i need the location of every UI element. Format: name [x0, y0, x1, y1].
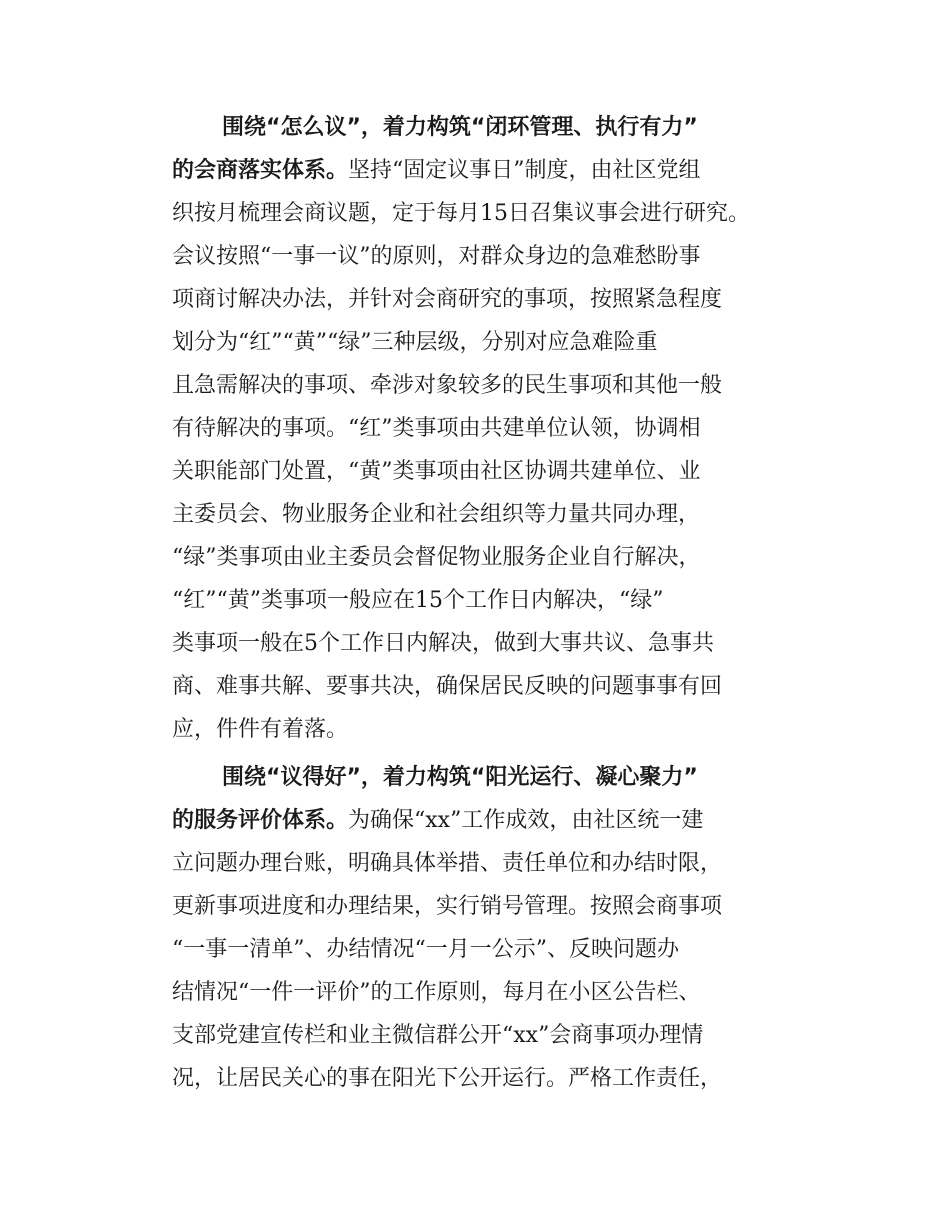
paragraph-line: “红”“黄”类事项一般应在15个工作日内解决，“绿”: [172, 588, 664, 613]
paragraph-heading: 围绕“怎么议”，着力构筑“闭环管理、执行有力”: [222, 115, 698, 140]
paragraph-line: 结情况“一件一评价”的工作原则，每月在小区公告栏、: [172, 980, 701, 1005]
paragraph-line: 会议按照“一事一议”的原则，对群众身边的急难愁盼事: [172, 244, 701, 269]
paragraph-line: 项商讨解决办法，并针对会商研究的事项，按照紧急程度: [172, 287, 723, 312]
paragraph-heading-end: 的会商落实体系。: [172, 158, 349, 183]
paragraph-line: 且急需解决的事项、牵涉对象较多的民生事项和其他一般: [172, 373, 723, 398]
paragraph-line: “绿”类事项由业主委员会督促物业服务企业自行解决，: [172, 545, 701, 570]
paragraph-heading: 围绕“议得好”，着力构筑“阳光运行、凝心聚力”: [222, 765, 698, 790]
paragraph-line: 关职能部门处置，“黄”类事项由社区协调共建单位、业: [172, 459, 701, 484]
paragraph-text: 坚持“固定议事日”制度，由社区党组: [348, 158, 701, 183]
paragraph-line: 织按月梳理会商议题，定于每月15日召集议事会进行研究。: [172, 201, 750, 226]
paragraph-line: 支部党建宣传栏和业主微信群公开“xx”会商事项办理情: [172, 1023, 704, 1048]
paragraph-line: 类事项一般在5个工作日内解决，做到大事共议、急事共: [172, 631, 714, 656]
paragraph-line: 主委员会、物业服务企业和社会组织等力量共同办理，: [172, 502, 701, 527]
paragraph-line: “一事一清单”、办结情况“一月一公示”、反映问题办: [172, 937, 679, 962]
paragraph-text: 为确保“xx”工作成效，由社区统一建: [348, 808, 704, 833]
paragraph-line: 应，件件有着落。: [172, 717, 349, 742]
paragraph-line: [172, 156, 701, 186]
paragraph-line: 立问题办理台账，明确具体举措、责任单位和办结时限，: [172, 851, 723, 876]
paragraph-heading-end: 的服务评价体系。: [172, 808, 349, 833]
paragraph-line: 商、难事共解、要事共决，确保居民反映的问题事事有回: [172, 674, 723, 699]
paragraph-line: 划分为“红”“黄”“绿”三种层级，分别对应急难险重: [172, 330, 658, 355]
paragraph-line: 更新事项进度和办理结果，实行销号管理。按照会商事项: [172, 894, 723, 919]
paragraph-line: [172, 806, 703, 836]
paragraph-line: 况，让居民关心的事在阳光下公开运行。严格工作责任，: [172, 1066, 723, 1091]
paragraph-line: 有待解决的事项。“红”类事项由共建单位认领，协调相: [172, 416, 701, 441]
